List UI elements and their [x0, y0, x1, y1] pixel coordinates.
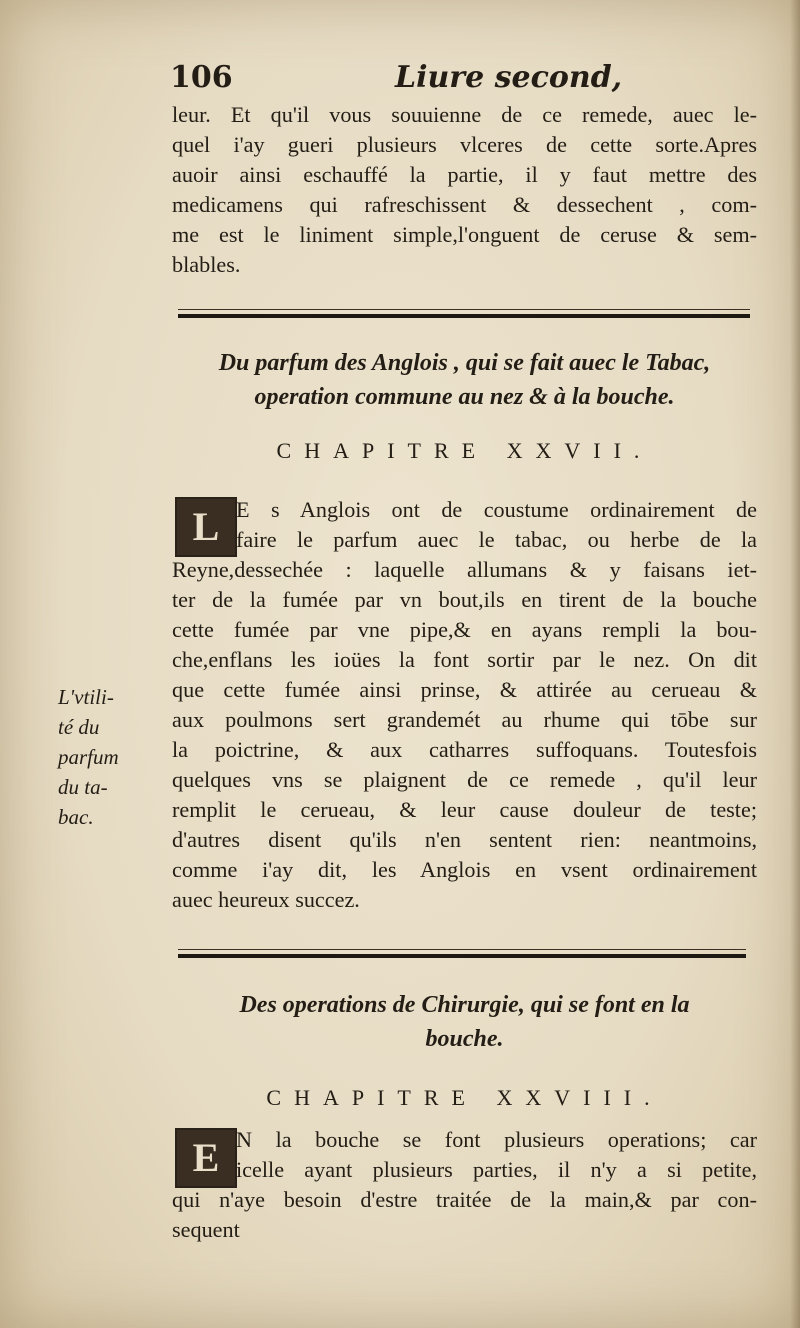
marginal-line: parfum [58, 745, 119, 769]
text-line: leur. Et qu'il vous souuienne de ce remede, auec le- [172, 102, 757, 127]
text-line: quelques vns se plaignent de ce remede , qu'il leur [172, 767, 757, 792]
text-line: aux poulmons sert grandemét au rhume qui tōbe sur [172, 707, 757, 732]
text-line: N la bouche se font plusieurs operations; car [236, 1127, 757, 1152]
text-line: ter de la fumée par vn bout,ils en tirent de la bouche [172, 587, 757, 612]
running-head-title: Liure second, [395, 60, 623, 95]
text-line: auec heureux succez. [172, 887, 360, 912]
text-line: qui n'aye besoin d'estre traitée de la main,& par con- [172, 1187, 757, 1212]
heading-line: Du parfum des Anglois , qui se fait auec le Tabac, [218, 350, 711, 376]
text-line: remplit le cerueau, & leur cause douleur de teste; [172, 797, 757, 822]
section-divider [178, 314, 750, 318]
text-line: Reyne,dessechée : laquelle allumans & y faisans iet- [172, 557, 757, 582]
marginal-line: bac. [58, 805, 94, 829]
text-line: che,enflans les ioües la font sortir par le nez. On dit [172, 647, 757, 672]
marginal-line: du ta- [58, 775, 108, 799]
text-line: que cette fumée ainsi prinse, & attirée au cerueau & [172, 677, 757, 702]
ornamental-initial: L [175, 497, 237, 557]
marginal-line: L'vtili- [58, 685, 114, 709]
catchword: sequent [172, 1217, 240, 1242]
chapter-title: CHAPITRE XXVIII. [266, 1085, 663, 1110]
heading-line: operation commune au nez & à la bouche. [254, 384, 675, 410]
text-line: la poictrine, & aux catharres suffoquans. Toutesfois [172, 737, 757, 762]
text-line: d'autres disent qu'ils n'en sentent rien: neantmoins, [172, 827, 757, 852]
page-edge-shadow [790, 0, 800, 1328]
ornamental-initial: E [175, 1128, 237, 1188]
text-line: me est le liniment simple,l'onguent de ceruse & sem- [172, 222, 757, 247]
section-heading [172, 346, 757, 414]
paragraph-continued [172, 100, 757, 280]
text-line: E s Anglois ont de coustume ordinairement de [236, 497, 757, 522]
marginal-line: té du [58, 715, 100, 739]
heading-line: bouche. [425, 1026, 504, 1052]
text-line: cette fumée par vne pipe,& en ayans rempli la bou- [172, 617, 757, 642]
page-number: 106 [170, 60, 233, 95]
text-line: medicamens qui rafreschissent & dessechent , com- [172, 192, 757, 217]
heading-line: Des operations de Chirurgie, qui se font en la [239, 992, 690, 1018]
section-heading [172, 988, 757, 1056]
marginal-note [58, 682, 168, 832]
text-line: blables. [172, 252, 241, 277]
text-line: auoir ainsi eschauffé la partie, il y faut mettre des [172, 162, 757, 187]
text-line: quel i'ay gueri plusieurs vlceres de cette sorte.Apres [172, 132, 757, 157]
running-head [170, 60, 750, 100]
section-divider [178, 954, 746, 958]
chapter-paragraph [172, 495, 757, 915]
text-line: faire le parfum auec le tabac, ou herbe de la [236, 527, 757, 552]
text-line: comme i'ay dit, les Anglois en vsent ordinairement [172, 857, 757, 882]
chapter-title: CHAPITRE XXVII. [276, 438, 653, 463]
text-line: icelle ayant plusieurs parties, il n'y a si petite, [236, 1157, 757, 1182]
chapter-paragraph [172, 1125, 757, 1245]
